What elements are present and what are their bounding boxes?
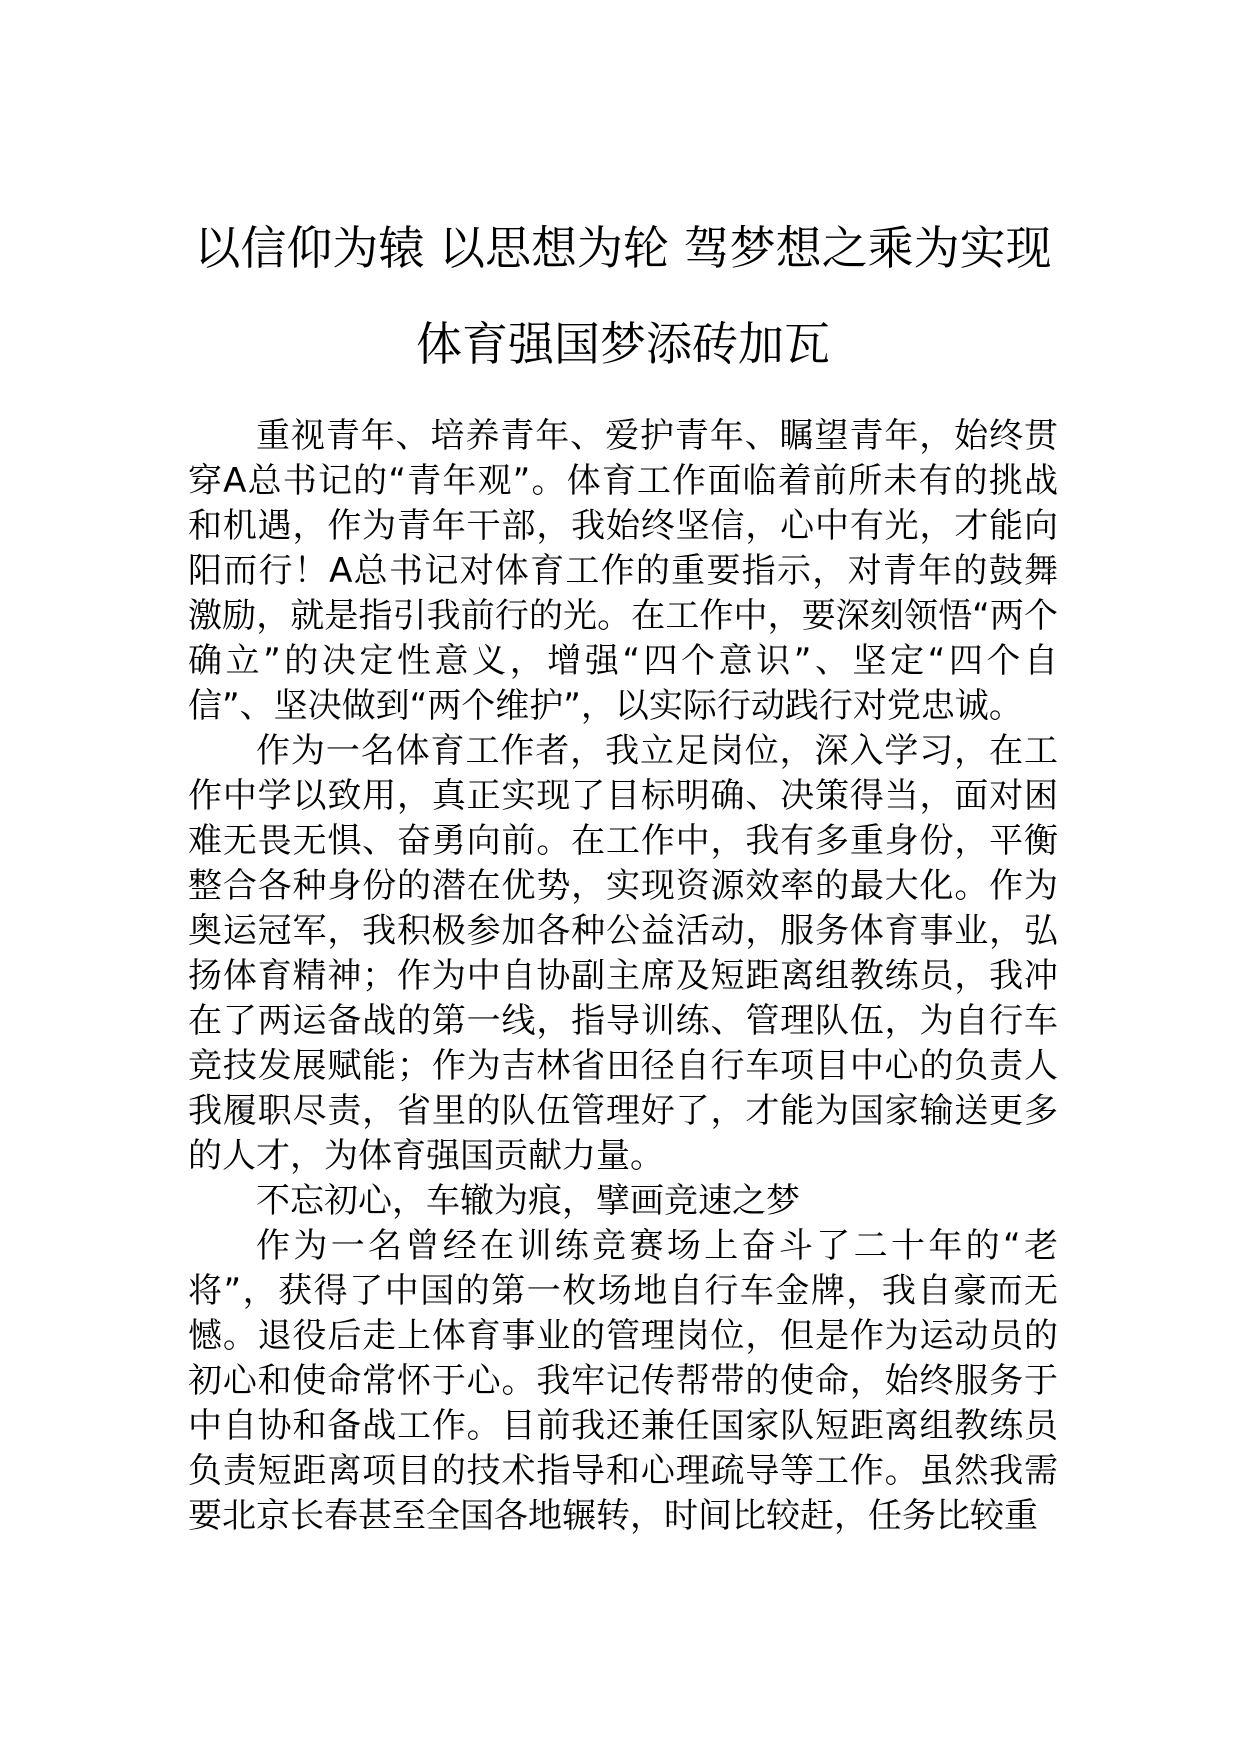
document-page bbox=[188, 200, 1058, 1539]
paragraph-sports-worker: 作为一名体育工作者，我立足岗位，深入学习，在工作中学以致用，真正实现了目标明确、决策得当，面对困难无畏无惧、奋勇向前。在工作中，我有多重身份，平衡整合各种身份的潜在优势，实现资源效率的最大化。作为奥运冠军，我积极参加各种公益活动，服务体育事业，弘扬体育精神；作为中自协副主席及短距离组教练员，我冲在了两运备战的第一线，指导训练、管理队伍，为自行车竞技发展赋能；作为吉林省田径自行车项目中心的负责人我履职尽责，省里的队伍管理好了，才能为国家输送更多的人才，为体育强国贡献力量。 bbox=[188, 731, 1058, 1176]
document-body bbox=[188, 414, 1058, 1539]
document-title-line-2: 体育强国梦添砖加瓦 bbox=[416, 317, 830, 371]
paragraph-youth-view: 重视青年、培养青年、爱护青年、瞩望青年，始终贯穿A总书记的“青年观”。体育工作面临着前所未有的挑战和机遇，作为青年干部，我始终坚信，心中有光，才能向阳而行！A总书记对体育工作的重要指示，对青年的鼓舞激励，就是指引我前行的光。在工作中，要深刻领悟“两个确立”的决定性意义，增强“四个意识”、坚定“四个自信”、坚决做到“两个维护”，以实际行动践行对党忠诚。 bbox=[188, 416, 1058, 726]
document-title-line-1: 以信仰为辕 以思想为轮 驾梦想之乘为实现 bbox=[194, 221, 1052, 275]
section-subheading: 不忘初心，车辙为痕，擘画竞速之梦 bbox=[256, 1181, 800, 1221]
paragraph-veteran: 作为一名曾经在训练竞赛场上奋斗了二十年的“老将”，获得了中国的第一枚场地自行车金牌，我自豪而无憾。退役后走上体育事业的管理岗位，但是作为运动员的初心和使命常怀于心。我牢记传帮带的使命，始终服务于中自协和备战工作。目前我还兼任国家队短距离组教练员负责短距离项目的技术指导和心理疏导等工作。虽然我需要北京长春甚至全国各地辗转，时间比较赶，任务比较重 bbox=[188, 1226, 1058, 1536]
